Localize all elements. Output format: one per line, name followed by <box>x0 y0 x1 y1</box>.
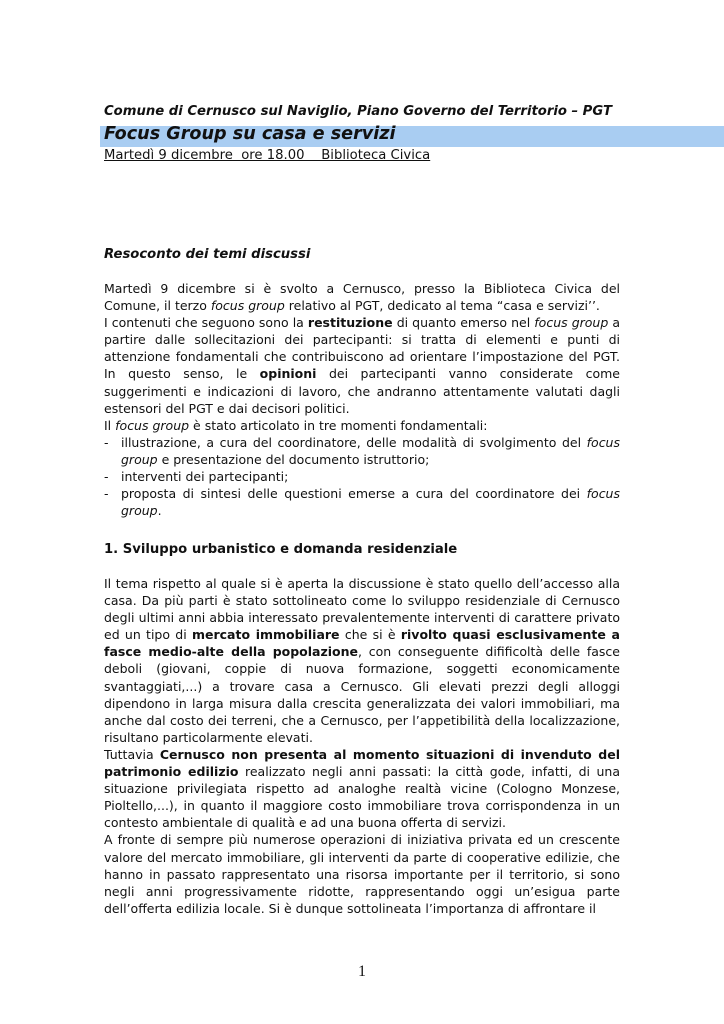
page-number: 1 <box>358 963 366 980</box>
summary-text <box>104 280 620 519</box>
paragraph: Il tema rispetto al quale si è aperta la discussione è stato quello dell’accesso alla casa. Da più parti è stato sottolineato come lo sviluppo residenziale di Cernusco degli ultimi anni abbia interessato prevalentemente interventi di carattere privato ed un tipo di mercato immobiliare che si è rivolto quasi esclusivamente a fasce medio-alte della popolazione, con conseguente difificoltà delle fasce deboli (giovani, coppie di nuova formazione, soggetti economicamente svantaggiati,...) a trovare casa a Cernusco. Gli elevati prezzi degli alloggi dipendono in larga misura dalla crescita generalizzata dei valori immobiliari, ma anche dal costo dei terreni, che a Cernusco, per l’appetibilità della localizzazione, risultano particolarmente elevati. <box>104 576 620 745</box>
paragraph: I contenuti che seguono sono la restituzione di quanto emerso nel focus group a partire dalle sollecitazioni dei partecipanti: si tratta di elementi e punti di attenzione fondamentali che contribuiscono ad orientare l’impostazione del PGT. In questo senso, le opinioni dei partecipanti vanno considerate come suggerimenti e indicazioni di lavoro, che andranno attentamente valutati dagli estensori del PGT e dai decisori politici. <box>104 315 620 416</box>
list-item: - illustrazione, a cura del coordinatore, delle modalità di svolgimento del focus group e presentazione del documento istruttorio; <box>104 434 620 468</box>
meeting-date-line: Martedì 9 dicembre ore 18.00 Biblioteca Civica <box>104 148 431 163</box>
list-item: - interventi dei partecipanti; <box>104 468 620 485</box>
phases-list <box>104 434 620 519</box>
paragraph: A fronte di sempre più numerose operazioni di iniziativa privata ed un crescente valore del mercato immobiliare, gli interventi da parte di cooperative edilizie, che hanno in passato rappresentato una risorsa importante per il territorio, si sono negli anni progressivamente ridotte, rappresentando oggi un’esigua parte dell’offerta edilizia locale. Si è dunque sottolineata l’importanza di affrontare il <box>104 832 620 916</box>
section-heading-summary: Resoconto dei temi discussi <box>104 247 311 262</box>
urban-development-text <box>104 575 620 917</box>
paragraph: Tuttavia Cernusco non presenta al momento situazioni di invenduto del patrimonio edilizio realizzato negli anni passati: la città gode, infatti, di una situazione privilegiata rispetto ad analoghe realtà vicine (Cologno Monzese, Pioltello,...), in quanto il maggiore costo immobiliare trova corrispondenza in un contesto ambientale di qualità e ad una buona offerta di servizi. <box>104 746 620 831</box>
paragraph: Il focus group è stato articolato in tre momenti fondamentali: <box>104 417 488 433</box>
document-subtitle: Comune di Cernusco sul Naviglio, Piano Governo del Territorio – PGT <box>104 104 612 119</box>
section-heading-urban-development: 1. Sviluppo urbanistico e domanda residenziale <box>104 542 458 557</box>
list-item: - proposta di sintesi delle questioni emerse a cura del coordinatore dei focus group. <box>104 485 620 519</box>
document-title: Focus Group su casa e servizi <box>104 124 396 144</box>
paragraph: Martedì 9 dicembre si è svolto a Cernusco, presso la Biblioteca Civica del Comune, il terzo focus group relativo al PGT, dedicato al tema “casa e servizi’’. <box>104 281 620 314</box>
